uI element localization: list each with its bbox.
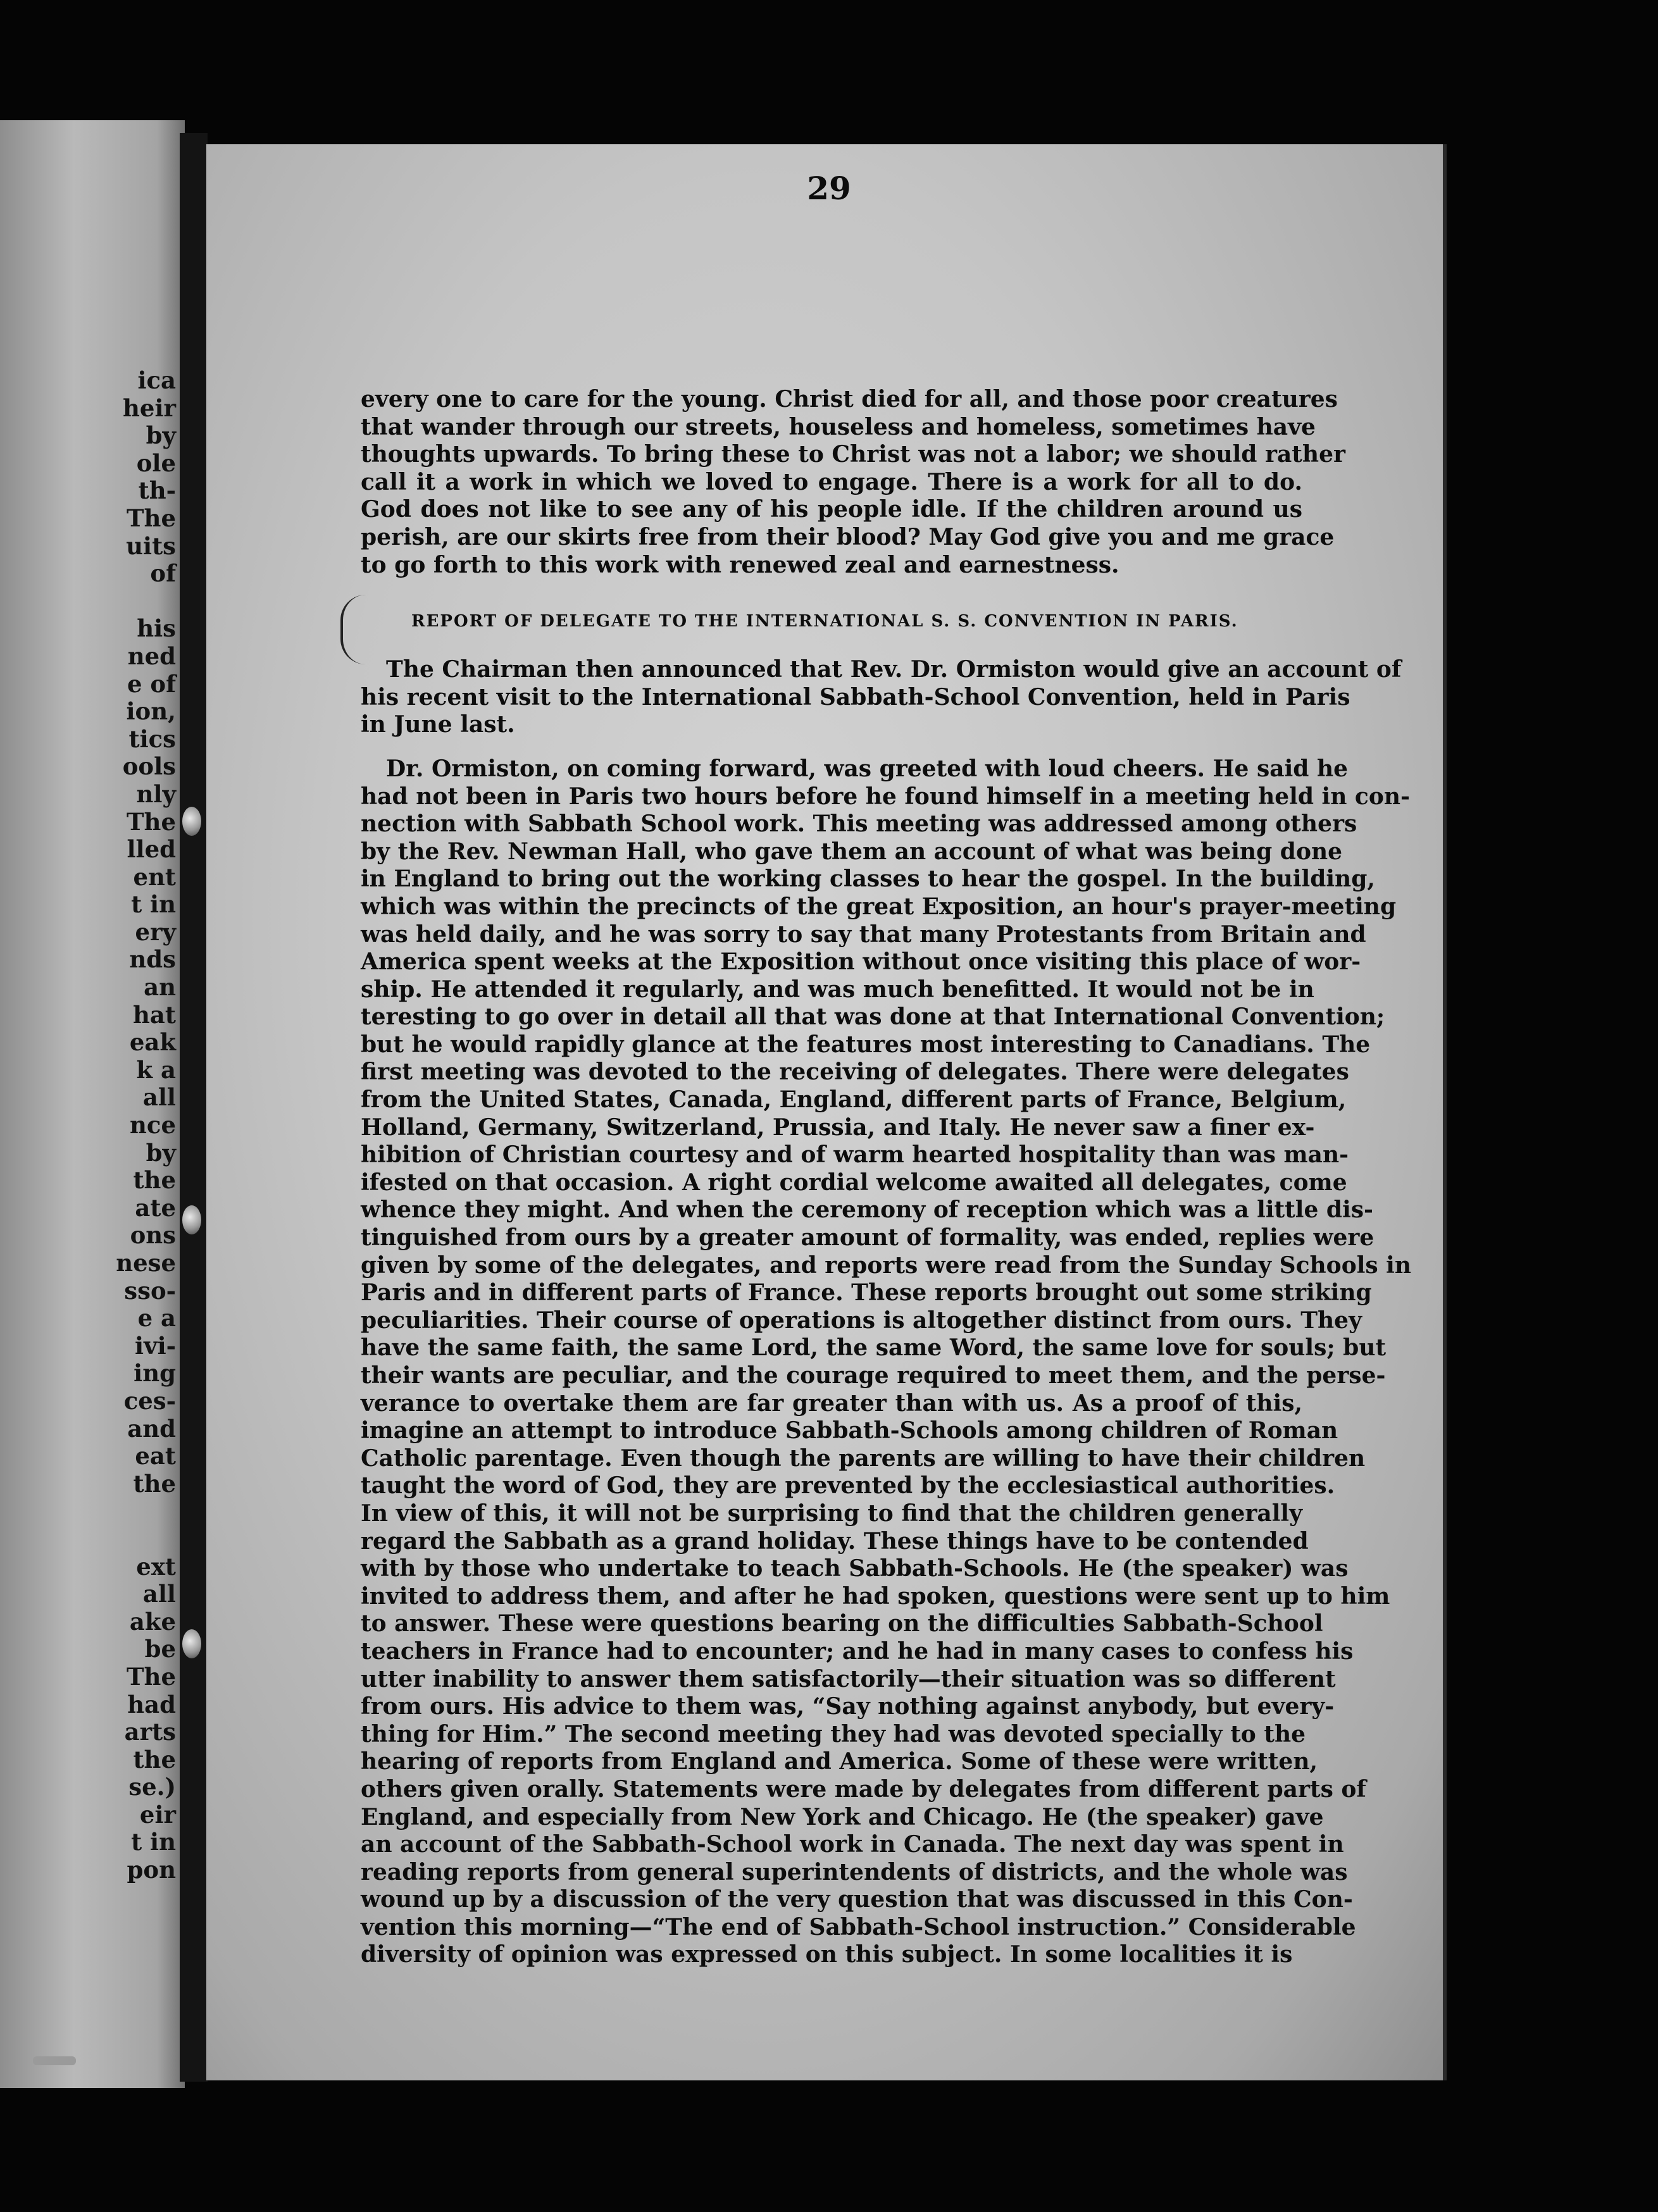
text-line: diversity of opinion was expressed on this subject. In some localities it is bbox=[361, 1941, 1293, 1968]
facing-page-fragment: se.) bbox=[128, 1773, 176, 1801]
facing-page-fragment: e of bbox=[127, 669, 176, 698]
text-line: Holland, Germany, Switzerland, Prussia, and Italy. He never saw a finer ex- bbox=[361, 1114, 1315, 1141]
text-line: God does not like to see any of his people idle. If the children around us bbox=[361, 496, 1302, 523]
facing-page-fragment: eat bbox=[135, 1442, 176, 1470]
facing-page-fragment: and bbox=[127, 1414, 176, 1443]
facing-page-fragment: ica bbox=[137, 366, 176, 394]
text-line: ifested on that occasion. A right cordial welcome awaited all delegates, come bbox=[361, 1169, 1347, 1196]
facing-page-fragment: pon bbox=[127, 1856, 176, 1884]
facing-page bbox=[0, 120, 185, 2088]
text-line: America spent weeks at the Exposition without once visiting this place of wor- bbox=[361, 948, 1361, 976]
text-line: Dr. Ormiston, on coming forward, was greeted with loud cheers. He said he bbox=[386, 755, 1349, 782]
text-line: The Chairman then announced that Rev. Dr. Ormiston would give an account of bbox=[386, 656, 1402, 683]
facing-page-fragment: The bbox=[127, 807, 176, 836]
facing-page-fragment: uits bbox=[126, 531, 176, 560]
facing-page-fragment bbox=[0, 1498, 176, 1525]
text-line: verance to overtake them are far greater than with us. As a proof of this, bbox=[361, 1389, 1302, 1417]
text-line: teachers in France had to encounter; and he had in many cases to confess his bbox=[361, 1637, 1354, 1665]
text-line: to go forth to this work with renewed zeal and earnestness. bbox=[361, 551, 1119, 578]
text-line: every one to care for the young. Christ died for all, and those poor creatures bbox=[361, 386, 1338, 413]
facing-page-fragment: of bbox=[150, 559, 176, 588]
text-line: their wants are peculiar, and the courage required to meet them, and the perse- bbox=[361, 1362, 1386, 1389]
facing-page-fragment: lled bbox=[127, 835, 176, 864]
text-line: imagine an attempt to introduce Sabbath-Schools among children of Roman bbox=[361, 1417, 1338, 1445]
binding-staple bbox=[182, 1629, 201, 1658]
facing-page-fragment: ces- bbox=[123, 1386, 176, 1415]
facing-page-fragment: his bbox=[137, 614, 176, 643]
text-line: an account of the Sabbath-School work in Canada. The next day was spent in bbox=[361, 1831, 1344, 1858]
text-line: regard the Sabbath as a grand holiday. These things have to be contended bbox=[361, 1527, 1309, 1555]
page-gutter bbox=[180, 133, 208, 2082]
text-line: hibition of Christian courtesy and of warm hearted hospitality than was man- bbox=[361, 1141, 1349, 1169]
facing-page-fragment: k a bbox=[136, 1055, 176, 1084]
text-line: whence they might. And when the ceremony of reception which was a little dis- bbox=[361, 1196, 1373, 1224]
facing-page-fragment: ools bbox=[122, 752, 176, 781]
facing-page-fragment: by bbox=[146, 421, 176, 450]
text-line: vention this morning—“The end of Sabbath-School instruction.” Considerable bbox=[361, 1913, 1356, 1941]
facing-page-fragment: had bbox=[127, 1690, 176, 1718]
page-smudge bbox=[33, 2056, 76, 2065]
text-line: teresting to go over in detail all that was done at that International Convention; bbox=[361, 1003, 1385, 1031]
text-line: to answer. These were questions bearing on the difficulties Sabbath-School bbox=[361, 1610, 1323, 1637]
text-line: from the United States, Canada, England, different parts of France, Belgium, bbox=[361, 1086, 1347, 1114]
facing-page-fragment: be bbox=[144, 1635, 176, 1663]
facing-page-text-fragments bbox=[0, 367, 176, 1884]
facing-page-fragment: arts bbox=[124, 1718, 176, 1746]
facing-page-fragment: ake bbox=[129, 1607, 176, 1636]
text-line: utter inability to answer them satisfactorily—their situation was so different bbox=[361, 1665, 1336, 1693]
binding-staple bbox=[182, 807, 201, 836]
text-line: but he would rapidly glance at the features most interesting to Canadians. The bbox=[361, 1031, 1371, 1058]
facing-page-fragment: The bbox=[127, 1662, 176, 1691]
facing-page-fragment: th- bbox=[138, 476, 176, 505]
facing-page-fragment: nds bbox=[129, 945, 176, 974]
facing-page-fragment: sso- bbox=[124, 1276, 176, 1305]
page-body bbox=[361, 386, 1412, 1969]
facing-page-fragment: nly bbox=[136, 780, 176, 808]
facing-page-fragment: all bbox=[142, 1083, 176, 1112]
facing-page-fragment: ivi- bbox=[135, 1331, 176, 1360]
facing-page-fragment: t in bbox=[131, 890, 176, 919]
text-line: tinguished from ours by a greater amount of formality, was ended, replies were bbox=[361, 1224, 1374, 1252]
facing-page-fragment: The bbox=[127, 504, 176, 532]
facing-page-fragment: ole bbox=[136, 449, 176, 477]
text-line: by the Rev. Newman Hall, who gave them an account of what was being done bbox=[361, 838, 1343, 865]
text-line: ship. He attended it regularly, and was much benefitted. It would not be in bbox=[361, 976, 1314, 1003]
text-line: perish, are our skirts free from their blood? May God give you and me grace bbox=[361, 523, 1335, 550]
facing-page-fragment: ing bbox=[134, 1359, 176, 1388]
facing-page-fragment: eir bbox=[139, 1800, 176, 1829]
page-number: 29 bbox=[807, 170, 851, 207]
text-line: reading reports from general superintendents of districts, and the whole was bbox=[361, 1858, 1348, 1886]
facing-page-fragment: tics bbox=[128, 724, 176, 753]
text-line: had not been in Paris two hours before he found himself in a meeting held in con- bbox=[361, 783, 1410, 810]
facing-page-fragment: the bbox=[133, 1166, 176, 1195]
text-line: first meeting was devoted to the receiving of delegates. There were delegates bbox=[361, 1059, 1349, 1086]
facing-page-fragment: ery bbox=[135, 917, 176, 946]
facing-page-fragment: ate bbox=[135, 1193, 176, 1222]
paragraph-ormiston-report bbox=[361, 755, 1412, 1969]
facing-page-fragment: all bbox=[142, 1580, 176, 1608]
text-line: in June last. bbox=[361, 711, 515, 738]
text-line: call it a work in which we loved to engage. There is a work for all to do. bbox=[361, 468, 1302, 495]
paragraph-closing-remarks bbox=[361, 386, 1345, 579]
facing-page-fragment bbox=[0, 588, 176, 616]
text-line: his recent visit to the International Sabbath-School Convention, held in Paris bbox=[361, 683, 1350, 711]
text-line: have the same faith, the same Lord, the same Word, the same love for souls; but bbox=[361, 1334, 1387, 1362]
text-line: thoughts upwards. To bring these to Christ was not a labor; we should rather bbox=[361, 441, 1345, 468]
facing-page-fragment: the bbox=[133, 1745, 176, 1774]
facing-page-fragment: nese bbox=[116, 1249, 176, 1277]
text-line: In view of this, it will not be surprising to find that the children generally bbox=[361, 1500, 1302, 1527]
facing-page-fragment: hat bbox=[133, 1000, 176, 1029]
text-line: thing for Him.” The second meeting they had was devoted specially to the bbox=[361, 1720, 1306, 1748]
text-line: with by those who undertake to teach Sabbath-Schools. He (the speaker) was bbox=[361, 1555, 1349, 1582]
text-line: wound up by a discussion of the very question that was discussed in this Con- bbox=[361, 1886, 1353, 1913]
text-line: others given orally. Statements were made by delegates from different parts of bbox=[361, 1775, 1366, 1803]
facing-page-fragment: ons bbox=[130, 1221, 176, 1250]
facing-page-fragment: by bbox=[146, 1138, 176, 1167]
text-line: Paris and in different parts of France. These reports brought out some striking bbox=[361, 1279, 1372, 1307]
text-line: peculiarities. Their course of operations is altogether distinct from ours. They bbox=[361, 1307, 1362, 1334]
text-line: which was within the precincts of the great Exposition, an hour's prayer-meeting bbox=[361, 893, 1397, 920]
facing-page-fragment: ned bbox=[127, 642, 176, 670]
text-line: taught the word of God, they are prevented by the ecclesiastical authorities. bbox=[361, 1472, 1335, 1500]
text-line: invited to address them, and after he had spoken, questions were sent up to him bbox=[361, 1582, 1390, 1610]
text-line: England, and especially from New York and Chicago. He (the speaker) gave bbox=[361, 1803, 1324, 1830]
section-heading: REPORT OF DELEGATE TO THE INTERNATIONAL S. S. CONVENTION IN PARIS. bbox=[411, 612, 1238, 631]
facing-page-fragment: eak bbox=[129, 1028, 176, 1057]
text-line: hearing of reports from England and America. Some of these were written, bbox=[361, 1748, 1318, 1775]
text-line: Catholic parentage. Even though the parents are willing to have their children bbox=[361, 1445, 1366, 1472]
text-line: in England to bring out the working classes to hear the gospel. In the building, bbox=[361, 866, 1375, 893]
facing-page-fragment: t in bbox=[131, 1828, 176, 1856]
text-line: nection with Sabbath School work. This meeting was addressed among others bbox=[361, 811, 1357, 838]
facing-page-fragment: nce bbox=[130, 1111, 176, 1140]
facing-page-fragment: ent bbox=[133, 862, 176, 891]
facing-page-fragment: ion, bbox=[126, 697, 176, 726]
facing-page-fragment: the bbox=[133, 1469, 176, 1498]
paragraph-chairman-announcement bbox=[361, 656, 1402, 739]
facing-page-fragment: ext bbox=[136, 1552, 176, 1581]
facing-page-fragment: e a bbox=[137, 1304, 176, 1333]
facing-page-fragment bbox=[0, 1525, 176, 1553]
text-line: was held daily, and he was sorry to say that many Protestants from Britain and bbox=[361, 921, 1366, 948]
text-line: given by some of the delegates, and reports were read from the Sunday Schools in bbox=[361, 1252, 1412, 1279]
text-line: that wander through our streets, houseless and homeless, sometimes have bbox=[361, 413, 1316, 440]
facing-page-fragment: heir bbox=[123, 394, 176, 422]
text-line: from ours. His advice to them was, “Say nothing against anybody, but every- bbox=[361, 1693, 1335, 1720]
binding-staple bbox=[182, 1205, 201, 1234]
facing-page-fragment: an bbox=[144, 973, 176, 1002]
